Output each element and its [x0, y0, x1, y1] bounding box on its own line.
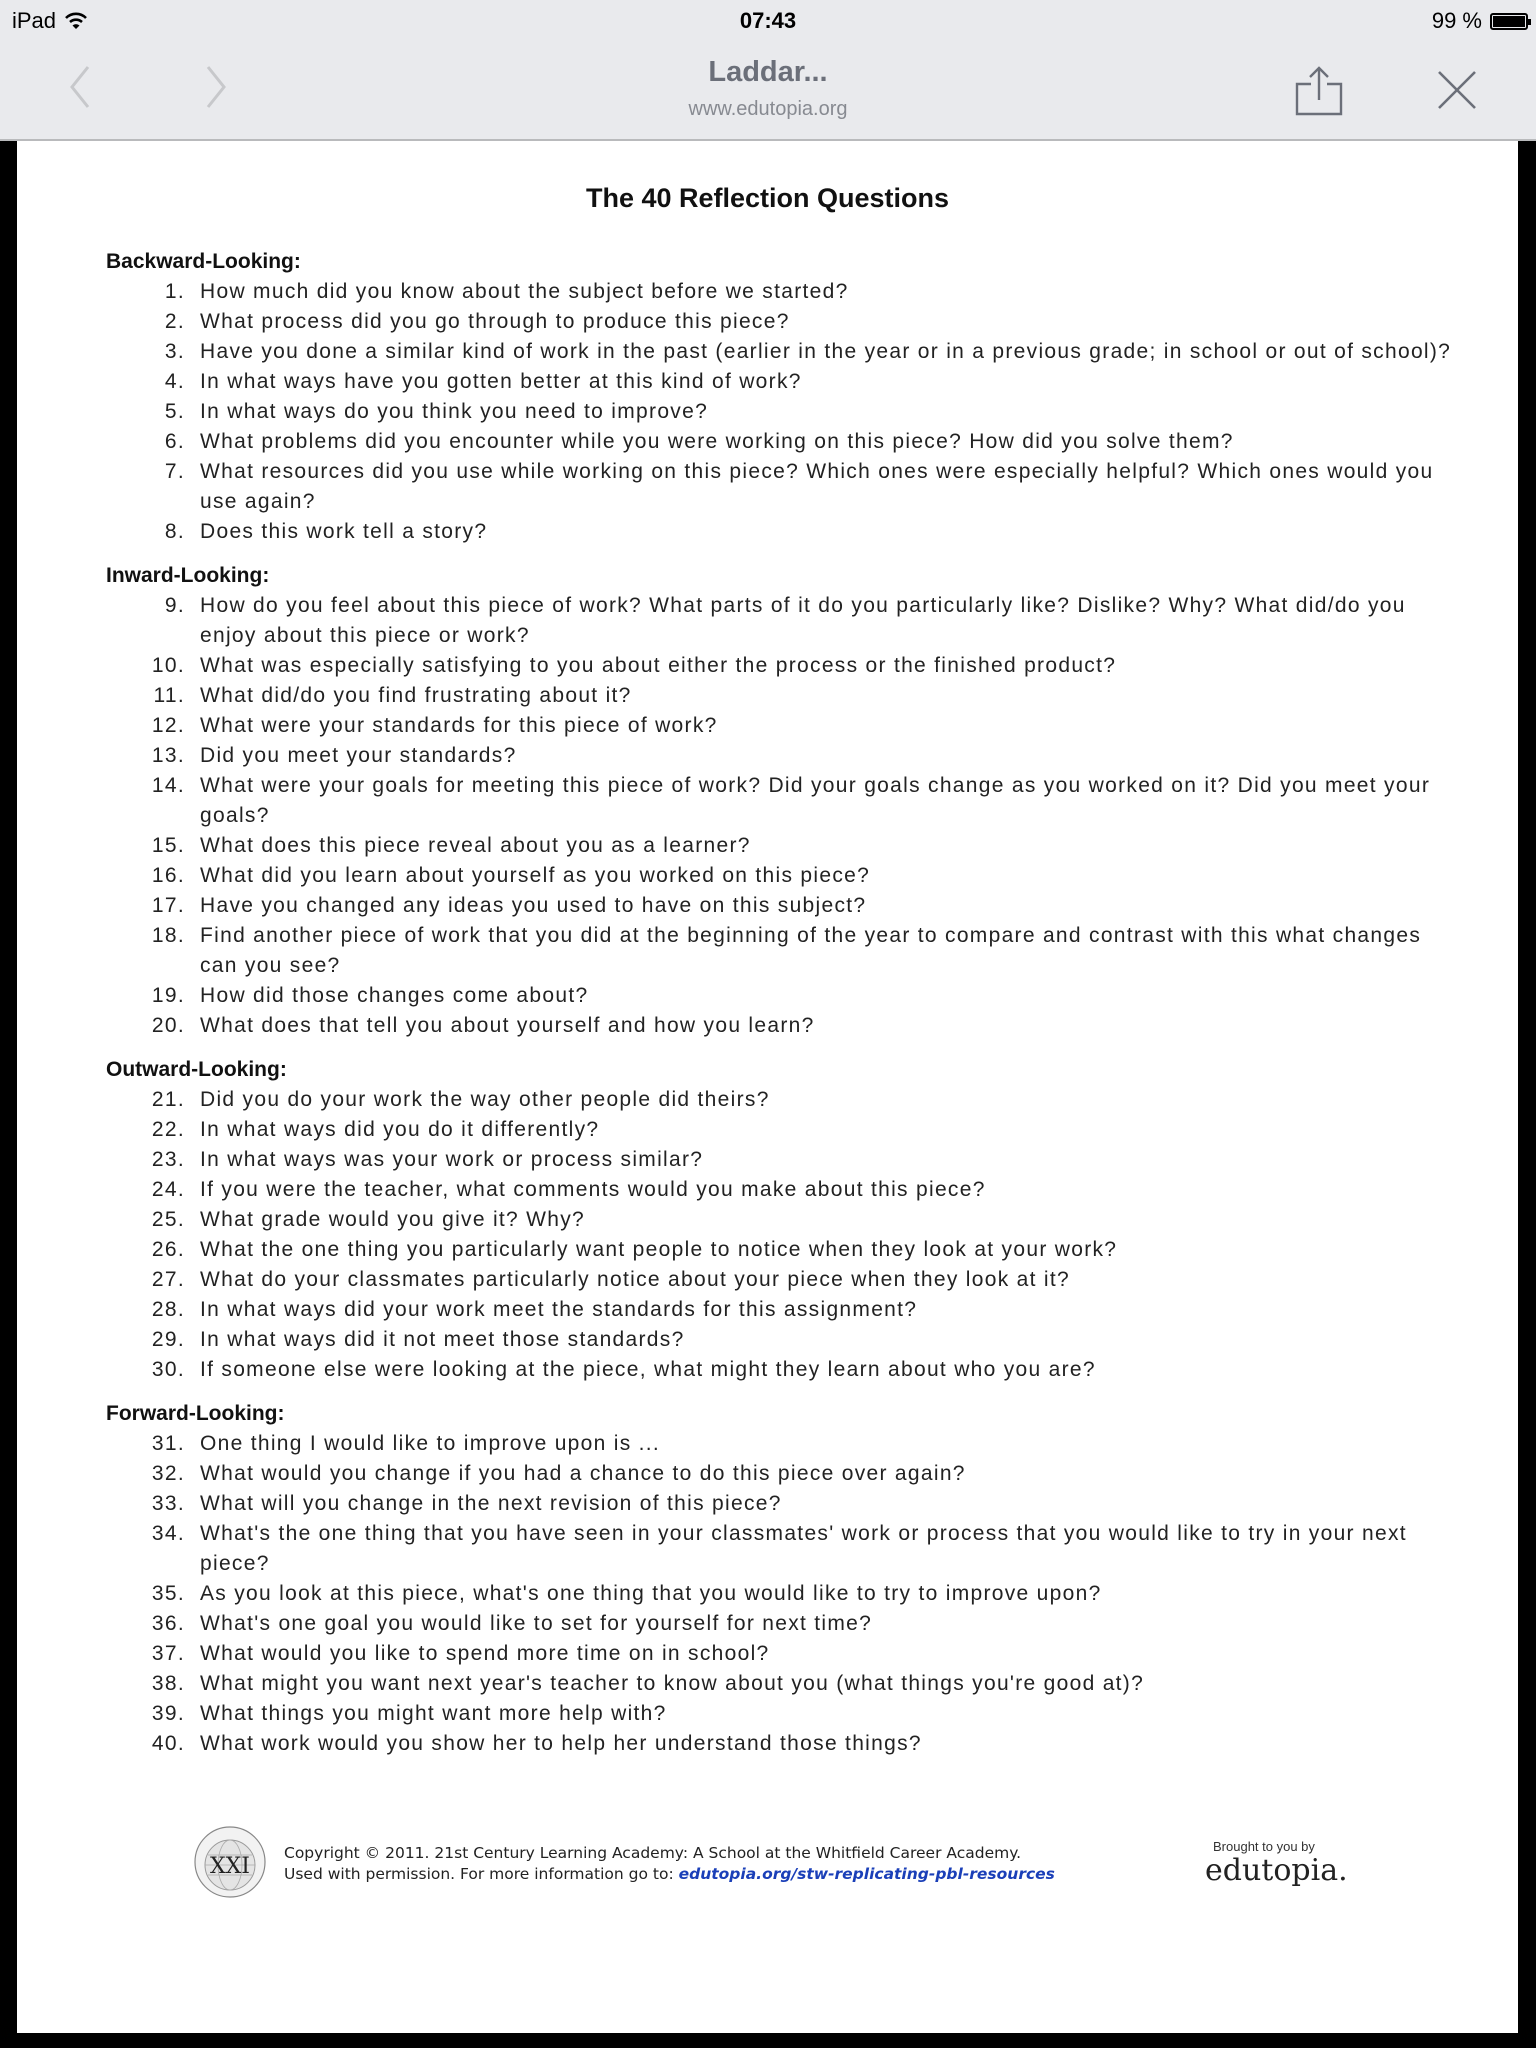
question-number: 23.	[151, 1148, 185, 1171]
question-item	[106, 861, 1466, 891]
question-item	[106, 307, 1466, 337]
question-text: Have you done a similar kind of work in the past (earlier in the year or in a previous grade; in school or out of school)?	[200, 340, 1452, 363]
question-number: 40.	[151, 1732, 185, 1755]
share-icon	[1294, 64, 1344, 116]
question-text: What were your standards for this piece of work?	[200, 714, 718, 737]
question-item	[106, 1115, 1466, 1145]
battery-level	[1493, 16, 1525, 27]
question-number: 39.	[151, 1702, 185, 1725]
question-item	[106, 1355, 1466, 1385]
question-text: In what ways do you think you need to improve?	[200, 400, 709, 423]
question-list	[106, 591, 1466, 1041]
question-item	[106, 1639, 1466, 1669]
question-text: What problems did you encounter while you were working on this piece? How did you solve them?	[200, 430, 1234, 453]
question-text: In what ways did you do it differently?	[200, 1118, 600, 1141]
close-button[interactable]	[1435, 68, 1479, 112]
question-number: 19.	[151, 984, 185, 1007]
question-number: 27.	[151, 1268, 185, 1291]
question-item	[106, 517, 1466, 547]
question-number: 35.	[151, 1582, 185, 1605]
question-item	[106, 1265, 1466, 1295]
question-item	[106, 367, 1466, 397]
question-text: What do your classmates particularly notice about your piece when they look at it?	[200, 1268, 1070, 1291]
question-item	[106, 1699, 1466, 1729]
question-text: In what ways did your work meet the standards for this assignment?	[200, 1298, 918, 1321]
academy-seal-logo	[193, 1825, 267, 1899]
question-text: Does this work tell a story?	[200, 520, 488, 543]
question-item	[106, 277, 1466, 307]
question-number: 17.	[151, 894, 185, 917]
section-forward-looking	[106, 1399, 1466, 1759]
resources-link[interactable]: edutopia.org/stw-replicating-pbl-resources	[678, 1865, 1055, 1883]
question-text: What resources did you use while working on this piece? Which ones were especially helpful? Which ones would you use again?	[200, 460, 1434, 513]
question-number: 26.	[151, 1238, 185, 1261]
question-number: 30.	[151, 1358, 185, 1381]
section-heading: Inward-Looking:	[106, 564, 270, 587]
question-number: 24.	[151, 1178, 185, 1201]
edutopia-logo: edutopia.	[1205, 1853, 1348, 1888]
question-number: 18.	[151, 924, 185, 947]
question-item	[106, 1729, 1466, 1759]
question-item	[106, 1145, 1466, 1175]
question-number: 21.	[151, 1088, 185, 1111]
question-item	[106, 1175, 1466, 1205]
question-number: 10.	[151, 654, 185, 677]
question-item	[106, 1669, 1466, 1699]
question-text: What was especially satisfying to you about either the process or the finished product?	[200, 654, 1117, 677]
question-number: 11.	[153, 684, 185, 707]
question-number: 1.	[164, 280, 185, 303]
browser-chrome	[0, 0, 1536, 141]
question-number: 25.	[151, 1208, 185, 1231]
question-list	[106, 1085, 1466, 1385]
question-item	[106, 1085, 1466, 1115]
question-text: In what ways have you gotten better at this kind of work?	[200, 370, 802, 393]
question-item	[106, 741, 1466, 771]
question-text: Did you meet your standards?	[200, 744, 517, 767]
question-text: One thing I would like to improve upon is ...	[200, 1432, 661, 1455]
question-number: 2.	[164, 310, 185, 333]
brought-by-label: Brought to you by	[1213, 1839, 1315, 1854]
question-item	[106, 1459, 1466, 1489]
question-item	[106, 1011, 1466, 1041]
section-heading: Backward-Looking:	[106, 250, 301, 273]
copyright-line-2	[284, 1864, 1055, 1885]
section-inward-looking	[106, 561, 1466, 1041]
question-number: 5.	[164, 400, 185, 423]
question-number: 3.	[164, 340, 185, 363]
question-item	[106, 981, 1466, 1011]
section-backward-looking	[106, 247, 1466, 547]
document-footer	[17, 1821, 1518, 1911]
battery-icon	[1490, 13, 1528, 30]
question-number: 16.	[151, 864, 185, 887]
clock: 07:43	[739, 8, 797, 33]
question-item	[106, 711, 1466, 741]
question-list	[106, 1429, 1466, 1759]
question-text: What would you like to spend more time on in school?	[200, 1642, 770, 1665]
section-outward-looking	[106, 1055, 1466, 1385]
question-sections	[106, 247, 1466, 1773]
question-text: In what ways did it not meet those standards?	[200, 1328, 685, 1351]
question-item	[106, 427, 1466, 457]
question-item	[106, 1429, 1466, 1459]
close-icon	[1435, 68, 1479, 112]
question-item	[106, 1235, 1466, 1265]
question-number: 20.	[151, 1014, 185, 1037]
section-heading: Outward-Looking:	[106, 1058, 287, 1081]
question-item	[106, 891, 1466, 921]
question-item	[106, 1205, 1466, 1235]
device-name: iPad	[12, 8, 57, 33]
question-text: How do you feel about this piece of work? What parts of it do you particularly like? Dislike? Why? What did/do you enjoy about this piece or work?	[200, 594, 1406, 647]
question-number: 28.	[151, 1298, 185, 1321]
question-number: 31.	[151, 1432, 185, 1455]
question-text: What's the one thing that you have seen in your classmates' work or process that you would like to try in your next piece?	[200, 1522, 1407, 1575]
question-number: 37.	[151, 1642, 185, 1665]
question-number: 4.	[164, 370, 185, 393]
question-text: What were your goals for meeting this piece of work? Did your goals change as you worked on it? Did you meet your goals?	[200, 774, 1431, 827]
question-text: What does that tell you about yourself and how you learn?	[200, 1014, 815, 1037]
question-number: 12.	[151, 714, 185, 737]
status-bar	[0, 0, 1536, 42]
question-number: 7.	[164, 460, 185, 483]
question-number: 13.	[151, 744, 185, 767]
question-item	[106, 1325, 1466, 1355]
question-text: As you look at this piece, what's one thing that you would like to try to improve upon?	[200, 1582, 1102, 1605]
seal-text: XXI	[209, 1854, 251, 1879]
question-text: What grade would you give it? Why?	[200, 1208, 586, 1231]
question-number: 9.	[164, 594, 185, 617]
question-item	[106, 591, 1466, 651]
question-item	[106, 1489, 1466, 1519]
question-text: Find another piece of work that you did at the beginning of the year to compare and contrast with this what changes can you see?	[200, 924, 1422, 977]
question-text: What will you change in the next revision of this piece?	[200, 1492, 782, 1515]
question-text: If someone else were looking at the piece, what might they learn about who you are?	[200, 1358, 1096, 1381]
question-text: How much did you know about the subject before we started?	[200, 280, 849, 303]
question-number: 15.	[151, 834, 185, 857]
question-number: 36.	[151, 1612, 185, 1635]
question-number: 6.	[164, 430, 185, 453]
question-list	[106, 277, 1466, 547]
question-text: Did you do your work the way other people did theirs?	[200, 1088, 770, 1111]
question-text: What does this piece reveal about you as a learner?	[200, 834, 751, 857]
question-item	[106, 651, 1466, 681]
copyright-line-1: Copyright © 2011. 21st Century Learning Academy: A School at the Whitfield Career Academy.	[284, 1844, 1022, 1862]
question-item	[106, 681, 1466, 711]
question-text: What process did you go through to produce this piece?	[200, 310, 790, 333]
question-item	[106, 397, 1466, 427]
question-number: 22.	[151, 1118, 185, 1141]
section-heading: Forward-Looking:	[106, 1402, 285, 1425]
question-text: What might you want next year's teacher to know about you (what things you're good at)?	[200, 1672, 1145, 1695]
question-text: What the one thing you particularly want people to notice when they look at your work?	[200, 1238, 1118, 1261]
question-number: 29.	[151, 1328, 185, 1351]
question-item	[106, 457, 1466, 517]
page-title: Laddar...	[708, 56, 828, 88]
document-page[interactable]	[17, 141, 1518, 2033]
copyright-notice	[284, 1843, 1055, 1885]
question-item	[106, 337, 1466, 367]
question-number: 8.	[164, 520, 185, 543]
question-text: If you were the teacher, what comments would you make about this piece?	[200, 1178, 986, 1201]
question-item	[106, 1519, 1466, 1579]
question-number: 34.	[151, 1522, 185, 1545]
share-button[interactable]	[1294, 64, 1344, 116]
question-text: What did/do you find frustrating about it?	[200, 684, 632, 707]
question-number: 32.	[151, 1462, 185, 1485]
question-text: Have you changed any ideas you used to have on this subject?	[200, 894, 867, 917]
battery-percent: 99 %	[1431, 8, 1482, 33]
question-item	[106, 771, 1466, 831]
question-number: 38.	[151, 1672, 185, 1695]
question-text: What would you change if you had a chance to do this piece over again?	[200, 1462, 966, 1485]
question-text: What's one goal you would like to set for yourself for next time?	[200, 1612, 873, 1635]
question-text: What work would you show her to help her understand those things?	[200, 1732, 922, 1755]
document-title: The 40 Reflection Questions	[585, 183, 950, 213]
question-number: 33.	[151, 1492, 185, 1515]
question-number: 14.	[151, 774, 185, 797]
question-text: How did those changes come about?	[200, 984, 589, 1007]
question-item	[106, 1609, 1466, 1639]
question-text: What did you learn about yourself as you worked on this piece?	[200, 864, 871, 887]
copyright-line-2-text: Used with permission. For more information go to:	[284, 1865, 679, 1883]
question-text: In what ways was your work or process similar?	[200, 1148, 704, 1171]
url-label[interactable]: www.edutopia.org	[688, 98, 848, 120]
question-item	[106, 1295, 1466, 1325]
question-item	[106, 1579, 1466, 1609]
question-item	[106, 921, 1466, 981]
question-text: What things you might want more help with?	[200, 1702, 667, 1725]
question-item	[106, 831, 1466, 861]
